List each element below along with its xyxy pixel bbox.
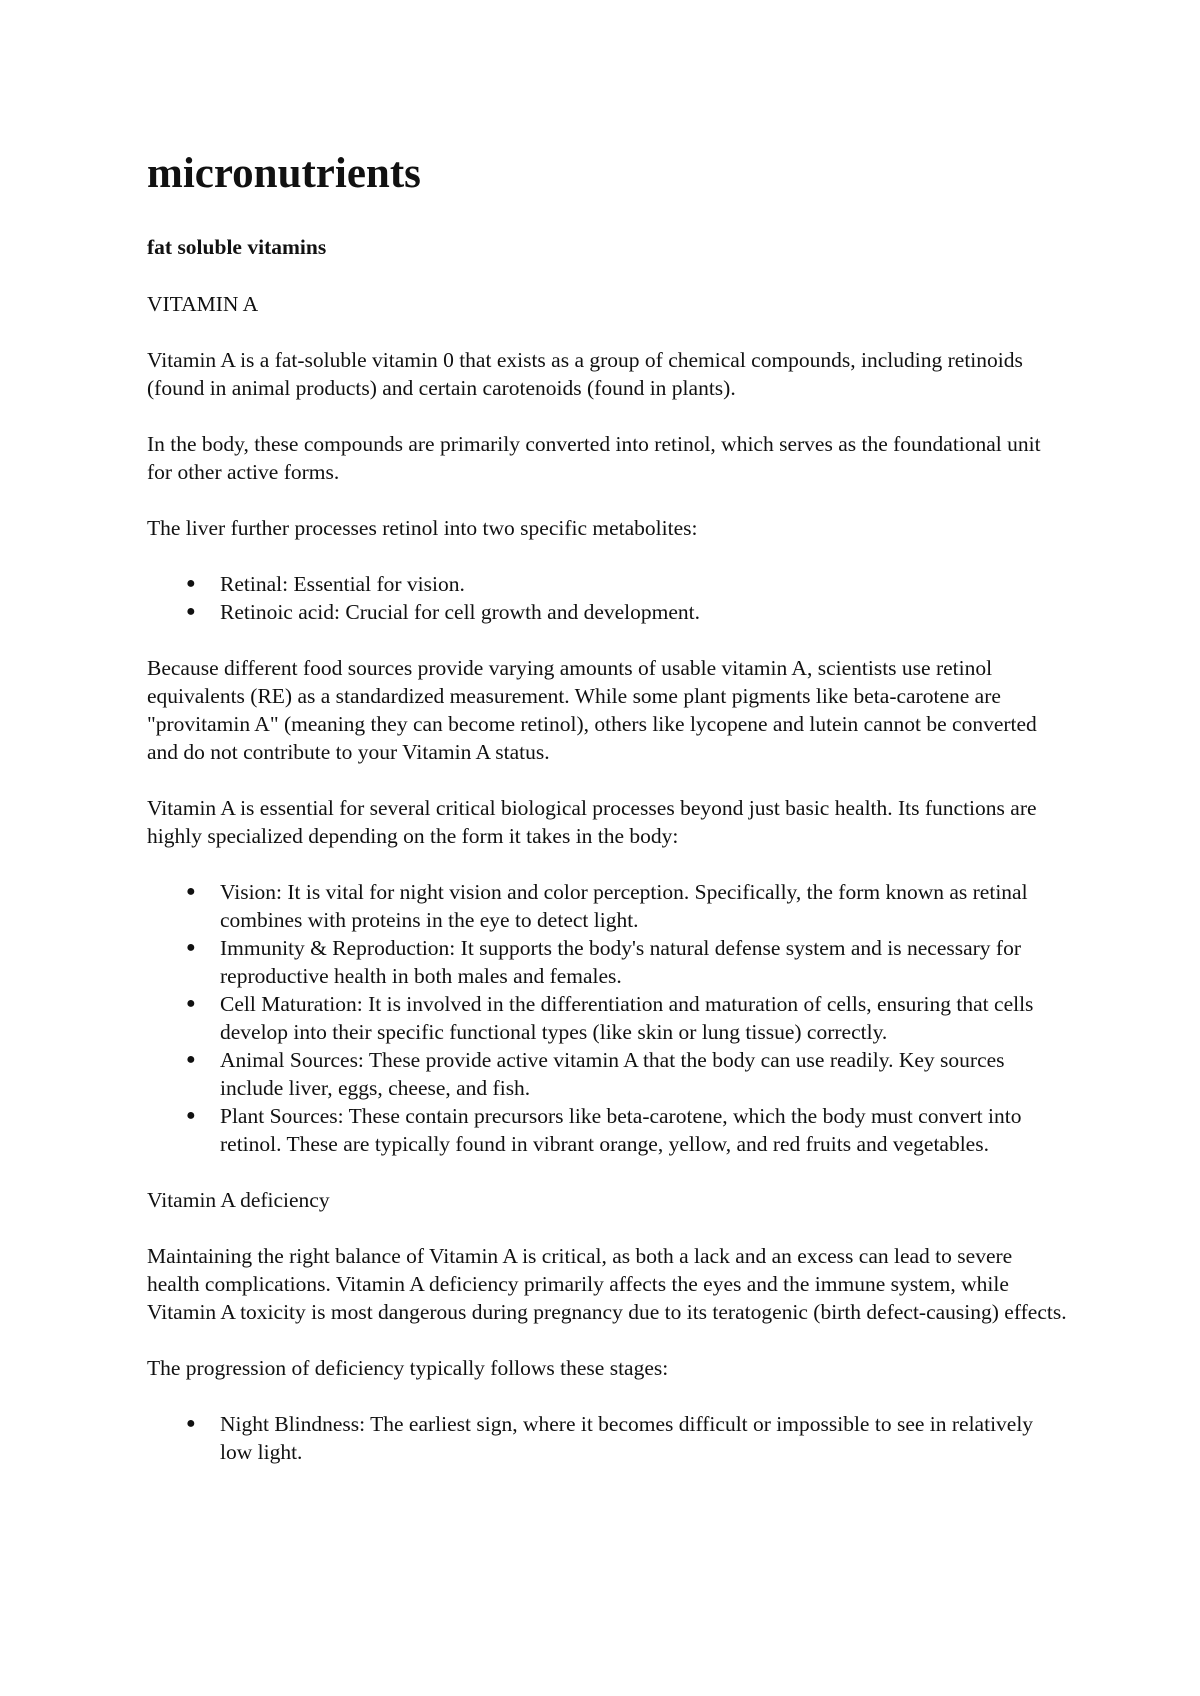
document-title: micronutrients (147, 150, 421, 197)
bullet-icon: ● (186, 883, 196, 900)
section-heading-deficiency: Vitamin A deficiency (147, 1188, 330, 1212)
list-item: ● Night Blindness: The earliest sign, where it becomes difficult or impossible to see in relatively low light. (186, 1412, 1034, 1464)
list-item: ● Retinoic acid: Crucial for cell growth and development. (186, 600, 701, 624)
paragraph-functions: Vitamin A is essential for several critical biological processes beyond just basic health. Its functions are highly specialized depending on the form it takes in the body: (147, 796, 1037, 848)
bullet-icon: ● (186, 575, 196, 592)
list-item: ● Immunity & Reproduction: It supports the body's natural defense system and is necessary for reproductive health in both males and females. (186, 936, 1022, 988)
section-heading-vitamin-a: VITAMIN A (147, 292, 259, 316)
bullet-icon: ● (186, 995, 196, 1012)
deficiency-stages-list (147, 1410, 1067, 1466)
list-item: ● Vision: It is vital for night vision and color perception. Specifically, the form known as retinal combines with proteins in the eye to detect light. (186, 880, 1028, 932)
paragraph-balance: Maintaining the right balance of Vitamin A is critical, as both a lack and an excess can lead to severe health complications. Vitamin A deficiency primarily affects the eyes and the immune system, while Vitamin A toxicity is most dangerous during pregnancy due to its teratogenic (birth defect-causing) effects. (147, 1244, 1067, 1324)
list-item: ● Plant Sources: These contain precursors like beta-carotene, which the body must convert into retinol. These are typically found in vibrant orange, yellow, and red fruits and vegetables. (186, 1104, 1022, 1156)
paragraph-intro: Vitamin A is a fat-soluble vitamin 0 that exists as a group of chemical compounds, including retinoids (found in animal products) and certain carotenoids (found in plants). (147, 348, 1023, 400)
metabolites-list (147, 570, 1067, 626)
document-body (147, 290, 1067, 1494)
list-item: ● Retinal: Essential for vision. (186, 572, 465, 596)
bullet-icon: ● (186, 603, 196, 620)
document-subtitle: fat soluble vitamins (147, 235, 327, 259)
bullet-icon: ● (186, 1051, 196, 1068)
bullet-icon: ● (186, 1107, 196, 1124)
functions-list (147, 878, 1067, 1158)
paragraph-liver: The liver further processes retinol into two specific metabolites: (147, 516, 698, 540)
bullet-icon: ● (186, 1415, 196, 1432)
bullet-icon: ● (186, 939, 196, 956)
paragraph-progression: The progression of deficiency typically follows these stages: (147, 1356, 669, 1380)
paragraph-sources: Because different food sources provide varying amounts of usable vitamin A, scientists use retinol equivalents (RE) as a standardized measurement. While some plant pigments like beta-carotene are "provitamin A" (meaning they can become retinol), others like lycopene and lutein cannot be converted and do not contribute to your Vitamin A status. (147, 656, 1037, 764)
list-item: ● Animal Sources: These provide active vitamin A that the body can use readily. Key sources include liver, eggs, cheese, and fish. (186, 1048, 1005, 1100)
paragraph-conversion: In the body, these compounds are primarily converted into retinol, which serves as the foundational unit for other active forms. (147, 432, 1041, 484)
list-item: ● Cell Maturation: It is involved in the differentiation and maturation of cells, ensuring that cells develop into their specific functional types (like skin or lung tissue) correctly. (186, 992, 1034, 1044)
